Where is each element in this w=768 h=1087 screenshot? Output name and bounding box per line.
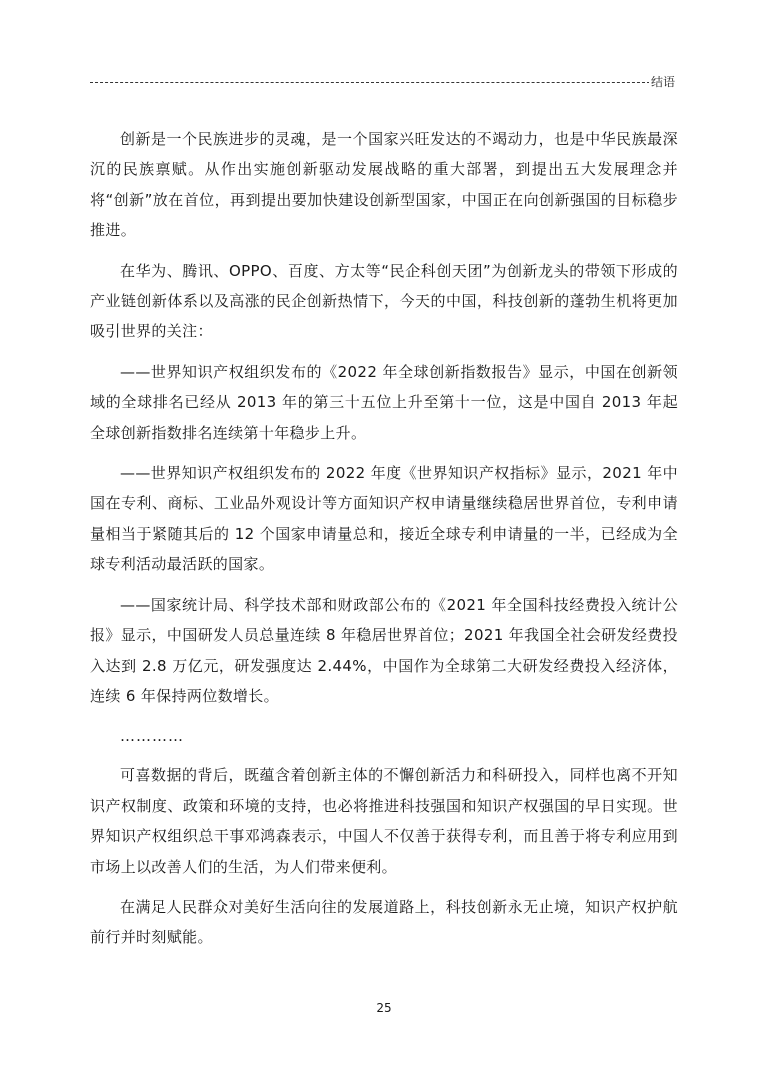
page-number: 25 <box>376 1001 392 1015</box>
paragraph-behind-data: 可喜数据的背后，既蕴含着创新主体的不懈创新活力和科研投入，同样也离不开知识产权制度、政策和环境的支持，也必将推进科技强国和知识产权强国的早日实现。世界知识产权组织总干事邓鸿森表示，中国人不仅善于获得专利，而且善于将专利应用到市场上以改善人们的生活，为人们带来便利。 <box>90 766 678 876</box>
body-text <box>90 124 678 963</box>
running-header-title: 结语 <box>650 75 675 89</box>
paragraph-rd-statistics: ——国家统计局、科学技术部和财政部公布的《2021 年全国科技经费投入统计公报》显示，中国研发人员总量连续 8 年稳居世界首位；2021 年我国全社会研发经费投入达到 2.8 万亿元，研发强度达 2.44%，中国作为全球第二大研发经费投入经济体，连续 6 年保持两位数增长。 <box>90 595 678 705</box>
paragraph-ip-indicators: ——世界知识产权组织发布的 2022 年度《世界知识产权指标》显示，2021 年中国在专利、商标、工业品外观设计等方面知识产权申请量继续稳居世界首位，专利申请量相当于紧随其后的 12 个国家申请量总和，接近全球专利申请量的一半，已经成为全球专利活动最活跃的国家。 <box>90 464 678 574</box>
paragraph-enterprises: 在华为、腾讯、OPPO、百度、方太等“民企科创天团”为创新龙头的带领下形成的产业链创新体系以及高涨的民企创新热情下，今天的中国，科技创新的蓬勃生机将更加吸引世界的关注： <box>90 261 678 341</box>
ellipsis: ………… <box>120 727 184 746</box>
paragraph-global-innovation-index: ——世界知识产权组织发布的《2022 年全球创新指数报告》显示，中国在创新领域的全球排名已经从 2013 年的第三十五位上升至第十一位，这是中国自 2013 年起全球创新指数排名连续第十年稳步上升。 <box>90 362 678 442</box>
header-rule <box>90 82 650 83</box>
paragraph-conclusion: 在满足人民群众对美好生活向往的发展道路上，科技创新永无止境，知识产权护航前行并时刻赋能。 <box>90 897 678 947</box>
paragraph-intro: 创新是一个民族进步的灵魂，是一个国家兴旺发达的不竭动力，也是中华民族最深沉的民族禀赋。从作出实施创新驱动发展战略的重大部署，到提出五大发展理念并将“创新”放在首位，再到提出要加快建设创新型国家，中国正在向创新强国的目标稳步推进。 <box>90 130 678 240</box>
